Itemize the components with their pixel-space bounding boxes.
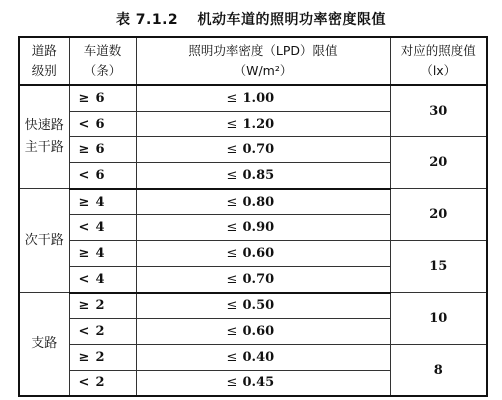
- lanes-cell: ≥ 4: [69, 241, 136, 267]
- header-lanes: 车道数 （条）: [69, 37, 136, 85]
- table-row: [19, 85, 487, 111]
- table-caption: [0, 9, 502, 29]
- lanes-cell: < 6: [69, 163, 136, 189]
- header-lpd: 照明功率密度（LPD）限值 （W/m²）: [136, 37, 390, 85]
- lpd-cell: ≤ 0.90: [136, 215, 390, 241]
- lpd-cell: ≤ 0.45: [136, 370, 390, 396]
- lanes-cell: ≥ 2: [69, 293, 136, 319]
- table-title: 机动车道的照明功率密度限值: [197, 12, 387, 28]
- header-illuminance: 对应的照度值 （lx）: [390, 37, 487, 85]
- lanes-cell: ≥ 6: [69, 137, 136, 163]
- illuminance-cell: 20: [390, 137, 487, 189]
- illuminance-cell: 20: [390, 189, 487, 241]
- illuminance-cell: 10: [390, 293, 487, 345]
- illuminance-cell: 30: [390, 85, 487, 137]
- lanes-cell: ≥ 2: [69, 344, 136, 370]
- lanes-cell: < 6: [69, 111, 136, 137]
- road-class-cell: 支路: [19, 293, 69, 397]
- road-class-cell: 快速路 主干路: [19, 85, 69, 189]
- lanes-cell: ≥ 6: [69, 85, 136, 111]
- lanes-cell: ≥ 4: [69, 189, 136, 215]
- table-row: [19, 241, 487, 267]
- table-number: 表 7.1.2: [115, 12, 179, 28]
- lpd-cell: ≤ 1.20: [136, 111, 390, 137]
- lpd-cell: ≤ 0.80: [136, 189, 390, 215]
- lanes-cell: < 2: [69, 319, 136, 345]
- lpd-cell: ≤ 0.60: [136, 319, 390, 345]
- header-road-class: 道路 级别: [19, 37, 69, 85]
- table-row: [19, 293, 487, 319]
- lanes-cell: < 4: [69, 266, 136, 292]
- lpd-cell: ≤ 0.70: [136, 137, 390, 163]
- illuminance-cell: 15: [390, 241, 487, 293]
- lpd-cell: ≤ 0.50: [136, 293, 390, 319]
- lanes-cell: < 4: [69, 215, 136, 241]
- road-class-cell: 次干路: [19, 189, 69, 293]
- lpd-cell: ≤ 1.00: [136, 85, 390, 111]
- illuminance-cell: 8: [390, 344, 487, 396]
- lpd-cell: ≤ 0.85: [136, 163, 390, 189]
- table-row: [19, 344, 487, 370]
- lpd-cell: ≤ 0.70: [136, 266, 390, 292]
- table-row: [19, 137, 487, 163]
- lpd-limit-table: [18, 36, 488, 397]
- header-row: [19, 37, 487, 85]
- lpd-cell: ≤ 0.40: [136, 344, 390, 370]
- lanes-cell: < 2: [69, 370, 136, 396]
- lpd-cell: ≤ 0.60: [136, 241, 390, 267]
- table-row: [19, 189, 487, 215]
